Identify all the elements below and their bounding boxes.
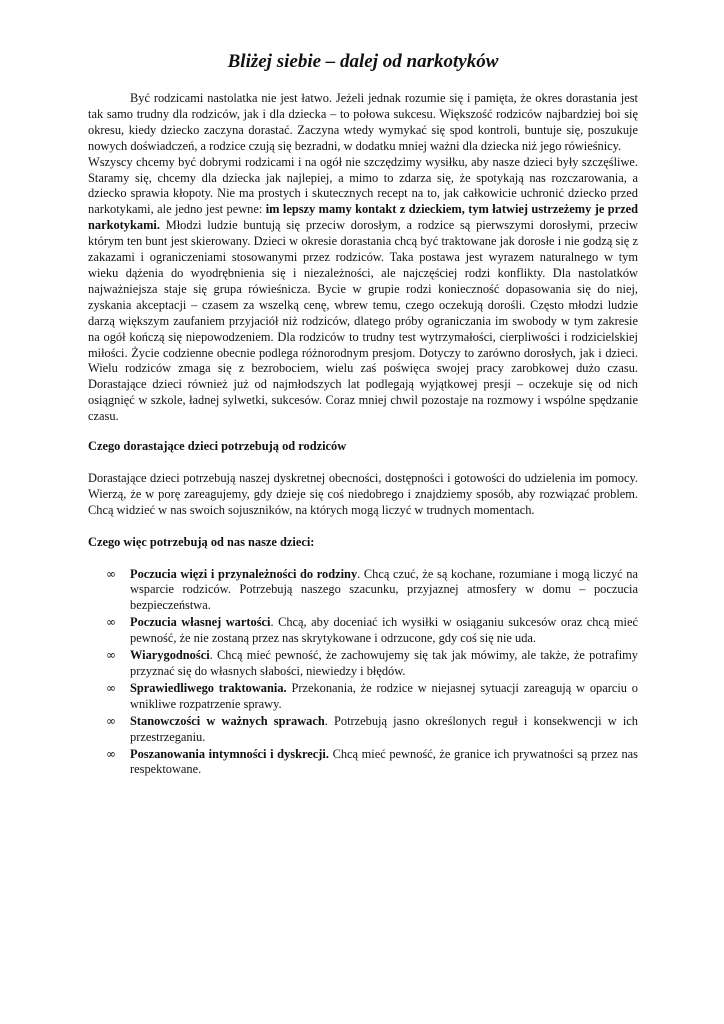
list-item-text: Chcą mieć pewność, że granice ich prywatności są przez nas respektowane.	[130, 746, 638, 777]
parents-paragraph-end: Młodzi ludzie buntują się przeciw dorosłym, a rodzice są pierwszymi dorosłymi, przeciw którym ten bunt jest skierowany. Dzieci w okresie dorastania chcą być traktowane jak dorosłe i nie godzą się z zakazami i ograniczeniami stosowanymi przez rodziców. Taka postawa jest wyrazem naturalnego w tym wieku dążenia do wyodrębnienia się i niezależności, ale najczęściej rodzi konflikty. Dla nastolatków najważniejsza staje się grupa rówieśnicza. Bycie w grupie rodzi konieczność dopasowania się do niej, zyskania akceptacji – czasem za wszelką cenę, wbrew temu, czego oczekują dorośli. Często młodzi ludzie darzą większym zaufaniem przyjaciół niż rodziców, dlatego próby ograniczania im swobody w tym zakresie na ogół kończą się niepowodzeniem. Dla rodziców to trudny test wytrzymałości, cierpliwości i rodzicielskiej miłości. Życie codzienne obecnie podlega różnorodnym presjom. Dotyczy to zarówno dorosłych, jak i dzieci. Wielu rodziców zmaga się z bezrobociem, wielu zaś poświęca swojej pracy zarobkowej dużo czasu. Dorastające dzieci również już od najmłodszych lat podlegają wyjątkowej presji – oczekuje się od nich osiągnięć w szkole, ładnej sylwetki, sukcesów. Coraz mniej chwil pozostaje na rozmowy i wspólne spędzanie czasu.	[88, 218, 638, 424]
list-item	[88, 714, 638, 746]
list-item-text: Przekonania, że rodzice w niejasnej sytuacji zareagują w oparciu o wnikliwe rozpatrzenie sprawy.	[130, 680, 638, 711]
document-title: Bliżej siebie – dalej od narkotyków	[227, 51, 499, 72]
list-item-title: Poczucia więzi i przynależności do rodziny	[130, 566, 358, 581]
infinity-bullet-icon: ∞	[106, 746, 116, 761]
list-item-title: Stanowczości w ważnych sprawach	[130, 713, 325, 728]
infinity-bullet-icon: ∞	[106, 713, 116, 728]
needs-list	[88, 567, 638, 779]
list-item	[88, 648, 638, 680]
list-item	[88, 615, 638, 647]
section-heading-children-needs: Czego więc potrzebują od nas nasze dzieci:	[88, 534, 315, 549]
key-statement: im lepszy mamy kontakt z dzieckiem, tym łatwiej ustrzeżemy je przed narkotykami.	[88, 202, 638, 233]
intro-paragraph: Być rodzicami nastolatka nie jest łatwo. Jeżeli jednak rozumie się i pamięta, że okres dorastania jest tak samo trudny dla rodziców, jak i dla dziecka – to połowa sukcesu. Większość rodziców najbardziej boi się okresu, kiedy dziecko zaczyna dorastać. Zaczyna wtedy wymykać się spod kontroli, buntuje się, poszukuje nowych doświadczeń, a rodzice czują się bezradni, w dodatku mniej ważni dla dziecka niż jego rówieśnicy.	[88, 91, 638, 153]
infinity-bullet-icon: ∞	[106, 648, 116, 663]
list-item-text: . Potrzebują jasno określonych reguł i konsekwencji w ich przestrzeganiu.	[130, 713, 639, 744]
list-item-title: Wiarygodności	[130, 648, 210, 663]
section-heading-needs-from-parents: Czego dorastające dzieci potrzebują od rodziców	[88, 439, 347, 454]
list-item	[88, 747, 638, 779]
parents-paragraph	[88, 155, 638, 425]
list-item-text: . Chcą mieć pewność, że zachowujemy się tak jak mówimy, ale także, że potrafimy przyznać się do własnych słabości, niewiedzy i błędów.	[130, 648, 638, 678]
infinity-bullet-icon: ∞	[106, 680, 116, 695]
list-item-text: . Chcą, aby doceniać ich wysiłki w osiąganiu sukcesów oraz chcą mieć pewność, że nie zostaną przez nas skrytykowane i odrzucone, gdy coś się nie uda.	[130, 615, 638, 646]
list-item-text: . Chcą czuć, że są kochane, rozumiane i mogą liczyć na wsparcie rodziców. Potrzebują naszego szacunku, przyjaznej atmosfery w domu – poczucia bezpieczeństwa.	[130, 566, 639, 613]
list-item	[88, 567, 638, 615]
infinity-bullet-icon: ∞	[106, 615, 116, 630]
list-item-title: Poczucia własnej wartości	[130, 615, 271, 630]
needs-paragraph: Dorastające dzieci potrzebują naszej dyskretnej obecności, dostępności i gotowości do udzielenia im pomocy. Wierzą, że w porę zareagujemy, gdy dzieje się coś niedobrego i znajdziemy sposób, aby rozwiązać problem. Chcą widzieć w nas swoich sojuszników, na których mogą liczyć w trudnych momentach.	[88, 470, 638, 517]
list-item-title: Poszanowania intymności i dyskrecji.	[130, 746, 329, 761]
parents-paragraph-start: Wszyscy chcemy być dobrymi rodzicami i na ogół nie szczędzimy wysiłku, aby nasze dzieci były szczęśliwe. Staramy się, chcemy dla dziecka jak najlepiej, a mimo to zdarza się, że spotykają nas rozczarowania, a dziecko sprawia kłopoty. Nie ma prostych i skutecznych recept na to, jak całkowicie uchronić dziecko przed narkotykami, ale jedno jest pewne:	[88, 154, 638, 217]
list-item	[88, 681, 638, 713]
infinity-bullet-icon: ∞	[106, 566, 116, 581]
list-item-title: Sprawiedliwego traktowania.	[130, 680, 287, 695]
